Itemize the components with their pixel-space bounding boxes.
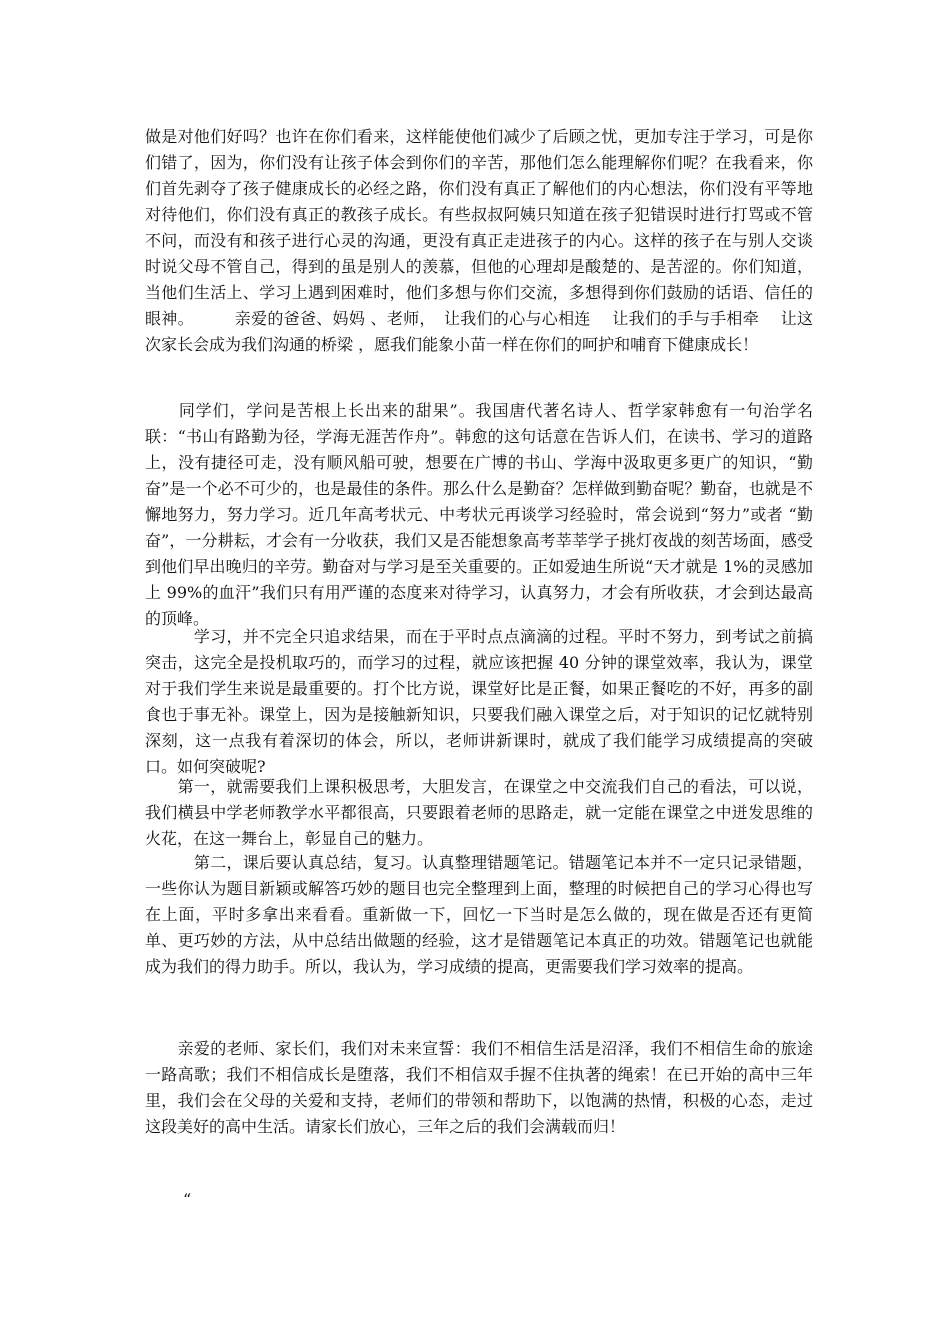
paragraph-classroom-efficiency: 学习，并不完全只追求结果，而在于平时点点滴滴的过程。平时不努力，到考试之前搞突击，这完全是投机取巧的，而学习的过程，就应该把握 40 分钟的课堂效率，我认为，课堂对于我们学生来说是最重要的。打个比方说，课堂好比是正餐，如果正餐吃的不好，再多的副食也于事无补。课堂上，因为是接触新知识，只要我们融入课堂之后，对于知识的记忆就特别深刻，这一点我有着深切的体会，所以，老师讲新课时，就成了我们能学习成绩提高的突破口。如何突破呢?: [145, 627, 813, 776]
trailing-quote-mark: “: [183, 1190, 192, 1209]
paragraph-parents-reflection: 做是对他们好吗？也许在你们看来，这样能使他们减少了后顾之忧，更加专注于学习，可是你们错了，因为，你们没有让孩子体会到你们的辛苦，那他们怎么能理解你们呢？在我看来，你们首先剥夺了孩子健康成长的必经之路，你们没有真正了解他们的内心想法，你们没有平等地对待他们，你们没有真正的教孩子成长。有些叔叔阿姨只知道在孩子犯错误时进行打骂或不管不问，而没有和孩子进行心灵的沟通，更没有真正走进孩子的内心。这样的孩子在与别人交谈时说父母不管自己，得到的虽是别人的羡慕，但他的心理却是酸楚的、是苦涩的。你们知道，当他们生活上、学习上遇到困难时，他们多想与你们交流，多想得到你们鼓励的话语、信任的眼神。 亲爱的爸爸、妈妈 、老师， 让我们的心与心相连 让我们的手与手相牵 让这次家长会成为我们沟通的桥梁 ，愿我们能象小苗一样在你们的呵护和哺育下健康成长！: [145, 127, 813, 354]
paragraph-first-point: 第一，就需要我们上课积极思考，大胆发言，在课堂之中交流我们自己的看法，可以说，我们横县中学老师教学水平都很高，只要跟着老师的思路走，就一定能在课堂之中迸发思维的火花，在这一舞台上，彰显自己的魅力。: [145, 777, 813, 848]
paragraph-diligence: 同学们，学问是苦根上长出来的甜果”。我国唐代著名诗人、哲学家韩愈有一句治学名联：“书山有路勤为径，学海无涯苦作舟”。韩愈的这句话意在告诉人们，在读书、学习的道路上，没有捷径可走，没有顺风船可驶，想要在广博的书山、学海中汲取更多更广的知识，“勤奋”是一个必不可少的，也是最佳的条件。那么什么是勤奋？怎样做到勤奋呢？勤奋，也就是不懈地努力，努力学习。近几年高考状元、中考状元再谈学习经验时，常会说到“努力”或者 “勤奋”，一分耕耘，才会有一分收获，我们又是否能想象高考莘莘学子挑灯夜战的刻苦场面，感受到他们早出晚归的辛劳。勤奋对与学习是至关重要的。正如爱迪生所说“天才就是 1%的灵感加上 99%的血汗”我们只有用严谨的态度来对待学习，认真努力，才会有所收获，才会到达最高的顶峰。: [145, 401, 813, 628]
paragraph-pledge: 亲爱的老师、家长们，我们对未来宣誓：我们不相信生活是沼泽，我们不相信生命的旅途一路高歌；我们不相信成长是堕落，我们不相信双手握不住执著的绳索！在已开始的高中三年里，我们会在父母的关爱和支持，老师们的带领和帮助下，以饱满的热情，积极的心态，走过这段美好的高中生活。请家长们放心，三年之后的我们会满载而归！: [145, 1039, 813, 1136]
paragraph-second-point: 第二，课后要认真总结，复习。认真整理错题笔记。错题笔记本并不一定只记录错题，一些你认为题目新颖或解答巧妙的题目也完全整理到上面，整理的时候把自己的学习心得也写在上面，平时多拿出来看看。重新做一下，回忆一下当时是怎么做的，现在做是否还有更简单、更巧妙的方法，从中总结出做题的经验，这才是错题笔记本真正的功效。错题笔记也就能成为我们的得力助手。所以，我认为，学习成绩的提高，更需要我们学习效率的提高。: [145, 853, 813, 976]
